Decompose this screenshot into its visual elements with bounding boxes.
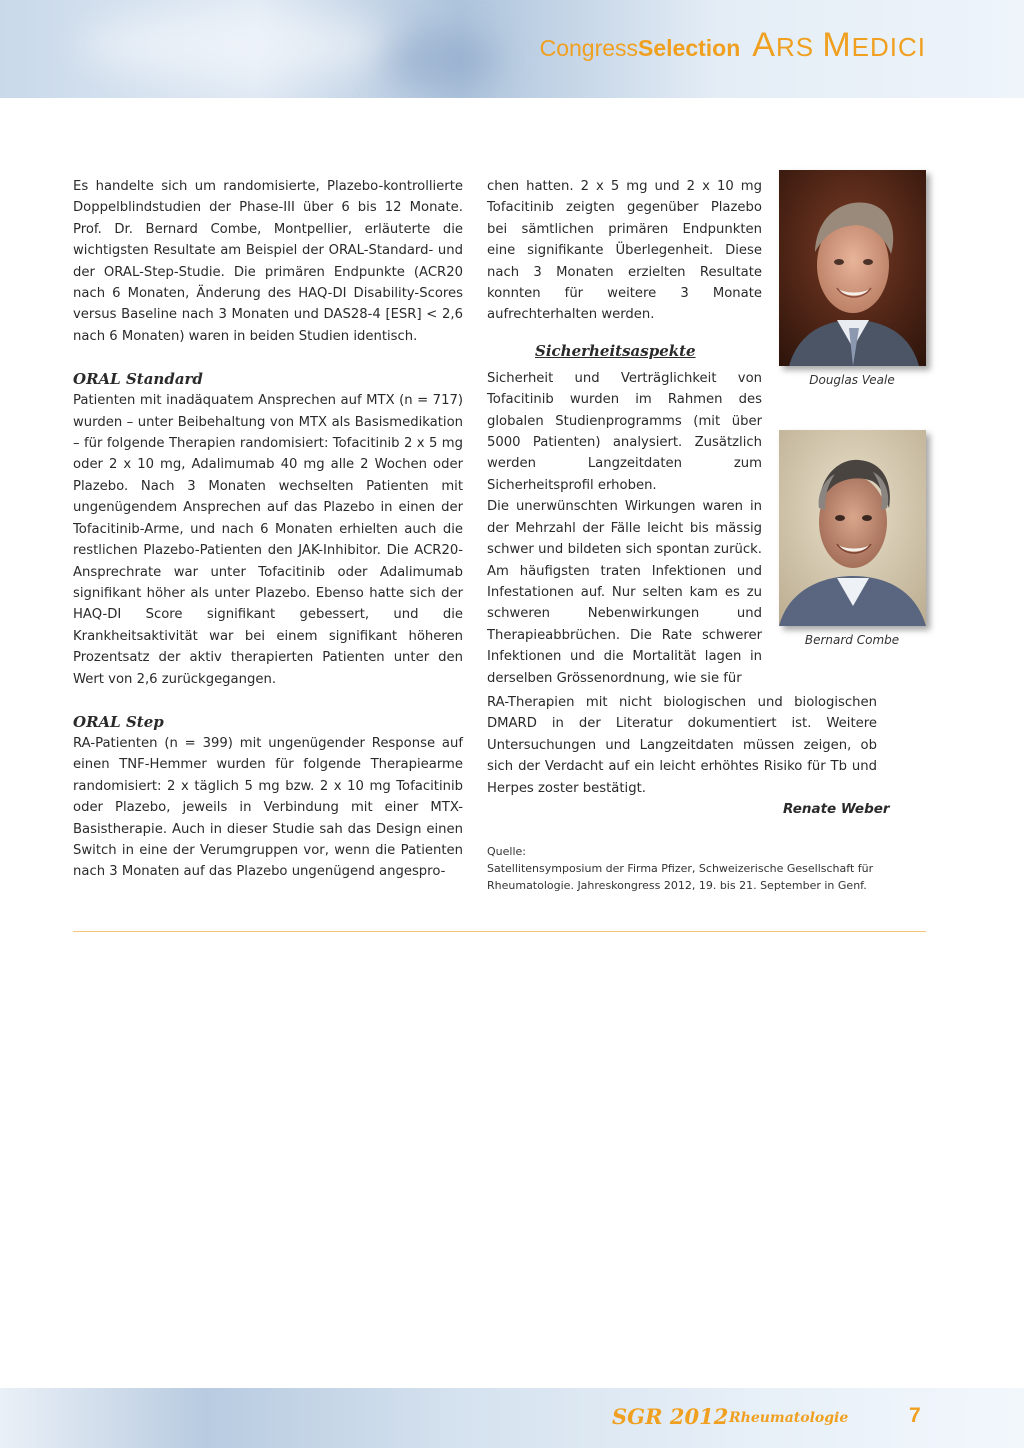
heading-sicherheitsaspekte: Sicherheitsaspekte bbox=[535, 341, 696, 360]
page-number: 7 bbox=[909, 1404, 921, 1427]
congress-selection-title bbox=[540, 35, 741, 62]
safety-paragraph-2-continued: RA-Therapien mit nicht biologischen und biologischen DMARD in der Literatur dokumentiert ist. Weitere Untersuchungen und Langzeitdaten müssen zeigen, ob sich der Verdacht auf ein leicht erhöhtes Risiko für Tb und Herpes zoster bestätigt. bbox=[487, 695, 877, 796]
source-label: Quelle: bbox=[487, 845, 526, 858]
oral-standard-paragraph: Patienten mit inadäquatem Ansprechen auf MTX (n = 717) wurden – unter Beibehaltung von MTX als Basismedikation – für folgende Therapien randomisiert: Tofacitinib 2 x 5 mg oder 2 x 10 mg, Adalimumab 40 mg alle 2 Wochen oder Plazebo. Nach 3 Monaten wechselten Patienten mit ungenügendem Ansprechen auf das Plazebo in einen der Tofacitinib-Arme, und nach 6 Monaten erhielten auch die restlichen Plazebo-Patienten den JAK-Inhibitor. Die ACR20-Ansprechrate war unter Tofacitinib oder Adalimumab signifikant höher als unter Plazebo. Ebenso hatte sich der HAQ-DI Score signifikant gebessert, und die Krankheitsaktivität war bei einem signifikant höheren Prozentsatz der aktiv therapierten Patienten unter den Wert von 2,6 zurückgegangen. bbox=[73, 393, 463, 687]
heading-oral-step: ORAL Step bbox=[73, 712, 164, 731]
section-divider bbox=[73, 931, 926, 932]
brand-selection: Selection bbox=[638, 35, 741, 61]
page-footer bbox=[0, 1388, 1024, 1448]
portrait-image bbox=[779, 430, 926, 626]
photo-bernard-combe bbox=[779, 430, 926, 626]
header-decoration bbox=[80, 10, 400, 80]
header-decoration bbox=[380, 30, 500, 90]
page-header bbox=[0, 0, 1024, 98]
caption-douglas-veale: Douglas Veale bbox=[809, 373, 895, 387]
brand bbox=[540, 26, 926, 65]
source bbox=[487, 843, 887, 894]
intro-paragraph: Es handelte sich um randomisierte, Plazebo-kontrollierte Doppelblindstudien der Phase-III über 6 bis 12 Monate. Prof. Dr. Bernard Combe, Montpellier, erläuterte die wichtigsten Resultate am Beispiel der ORAL-Standard- und der ORAL-Step-Studie. Die primären Endpunkte (ACR20 nach 6 Monaten, Änderung des HAQ-DI Disability-Scores versus Baseline nach 3 Monaten und DAS28-4 [ESR] < 2,6 nach 6 Monaten) waren in beiden Studien identisch. bbox=[73, 179, 463, 344]
source-text: Satellitensymposium der Firma Pfizer, Schweizerische Gesellschaft für Rheumatologie. Jahreskongress 2012, 19. bis 21. September in Genf. bbox=[487, 862, 874, 892]
portrait-image bbox=[779, 170, 926, 366]
right-column-wide bbox=[487, 692, 877, 799]
logo-letter: M bbox=[822, 26, 852, 64]
footer-title: SGR 2012 bbox=[612, 1404, 729, 1429]
footer-subtitle: Rheumatologie bbox=[729, 1410, 849, 1426]
logo-letter: A bbox=[752, 26, 776, 64]
oral-step-paragraph: RA-Patienten (n = 399) mit ungenügender Response auf einen TNF-Hemmer wurden für folgende Therapiearme randomisiert: 2 x täglich 5 mg bzw. 2 x 10 mg Tofacitinib oder Plazebo, jeweils in Verbindung mit einer MTX-Basistherapie. Auch in dieser Studie sah das Design einen Switch in eine der Verumgruppen vor, wenn die Patienten nach 3 Monaten auf das Plazebo ungenügend angespro- bbox=[73, 735, 463, 880]
safety-paragraph-1: Sicherheit und Verträglichkeit von Tofacitinib wurden im Rahmen des globalen Studienprogramms (mit über 5000 Patienten) analysiert. Zusätzlich werden Langzeitdaten zum Sicherheitsprofil erhoben. bbox=[487, 370, 762, 493]
left-column bbox=[73, 176, 463, 883]
ars-medici-logo bbox=[752, 26, 926, 65]
logo-letters: EDICI bbox=[851, 32, 926, 62]
continuation-paragraph: chen hatten. 2 x 5 mg und 2 x 10 mg Tofacitinib zeigten gegenüber Plazebo bei sämtlichen primären Endpunkten eine signifikante Überlegenheit. Diese nach 3 Monaten erzielten Resultate konnten für weitere 3 Monate aufrechterhalten werden. bbox=[487, 179, 762, 323]
caption-bernard-combe: Bernard Combe bbox=[804, 633, 900, 647]
photo-douglas-veale bbox=[779, 170, 926, 366]
heading-oral-standard: ORAL Standard bbox=[73, 370, 203, 389]
brand-congress: Congress bbox=[539, 35, 639, 61]
author-name: Renate Weber bbox=[783, 801, 890, 817]
safety-paragraph-2: Die unerwünschten Wirkungen waren in der Mehrzahl der Fälle leicht bis mässig schwer und bildeten sich spontan zurück. Am häufigsten traten Infektionen und Infestationen auf. Nur selten kam es zu schweren Nebenwirkungen und Therapieabbrüchen. Die Rate schwerer Infektionen und die Mortalität lagen in derselben Grössenordnung, wie sie für bbox=[487, 499, 762, 686]
logo-letters: RS bbox=[775, 32, 815, 62]
right-column bbox=[487, 176, 762, 689]
